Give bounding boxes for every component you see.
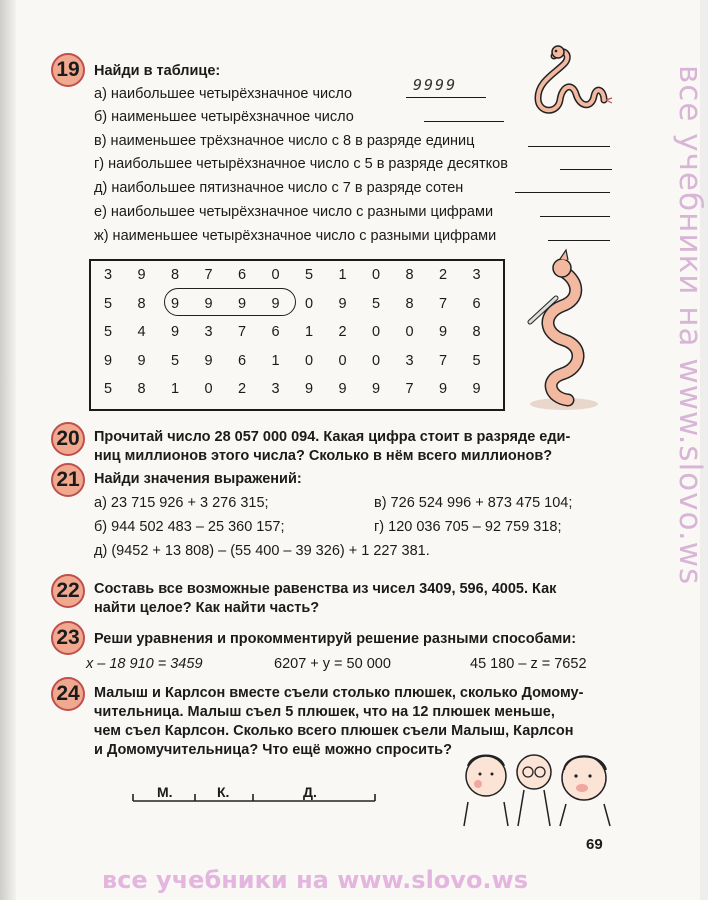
task-21-a: а) 23 715 926 + 3 276 315; (94, 495, 269, 511)
task-21-d: д) (9452 + 13 808) – (55 400 – 39 326) + 1 227 381. (94, 543, 430, 559)
task-21-b: б) 944 502 483 – 25 360 157; (94, 519, 285, 535)
table-cell: 2 (237, 381, 247, 397)
table-cell: 3 (271, 381, 280, 397)
task-21-badge: 21 (51, 463, 85, 497)
task-19-item-b: б) наименьшее четырёхзначное число (94, 109, 354, 125)
task-19-item-g: г) наибольшее четырёхзначное число с 5 в разряде десятков (94, 156, 508, 172)
table-cell: 9 (204, 352, 213, 369)
table-cell: 7 (237, 324, 247, 340)
task-22-line-2: найти целое? Как найти часть? (94, 600, 320, 616)
table-cell: 1 (271, 352, 280, 369)
table-cell: 9 (137, 352, 146, 369)
table-cell: 5 (103, 295, 113, 312)
task-24-line-4: и Домомучительница? Что ещё можно спросить? (94, 742, 452, 758)
table-cell: 3 (103, 267, 113, 283)
table-cell: 9 (103, 352, 113, 369)
task-23-title: Реши уравнения и прокомментируй решение разными способами: (94, 631, 577, 647)
table-cell: 5 (304, 267, 314, 283)
answer-line-e (540, 216, 610, 217)
table-cell: 0 (304, 295, 314, 312)
snake-illustration-icon (524, 42, 614, 118)
task-19-item-a: а) наибольшее четырёхзначное число (94, 86, 353, 102)
table-cell: 5 (170, 352, 180, 369)
table-cell: 0 (371, 352, 381, 369)
table-cell: 0 (304, 352, 314, 369)
task-19-item-v: в) наименьшее трёхзначное число с 8 в разряде единиц (94, 133, 475, 149)
tape-label-k: К. (217, 784, 230, 800)
equation-3: 45 180 – z = 7652 (470, 656, 587, 672)
table-cell: 9 (438, 324, 448, 340)
table-cell: 9 (271, 295, 280, 312)
table-cell: 7 (204, 267, 213, 283)
table-cell: 8 (405, 267, 414, 283)
table-cell: 7 (438, 352, 448, 369)
table-cell: 3 (405, 352, 414, 369)
equation-2: 6207 + y = 50 000 (274, 656, 391, 672)
task-21-g: г) 120 036 705 – 92 759 318; (374, 519, 562, 535)
table-cell: 9 (204, 295, 213, 312)
table-cell: 9 (472, 381, 481, 397)
table-cell: 8 (137, 381, 146, 397)
task-24-badge: 24 (51, 677, 85, 711)
table-cell: 3 (472, 267, 481, 283)
table-cell: 6 (237, 267, 247, 283)
table-cell: 0 (371, 324, 381, 340)
book-spine-shadow (0, 0, 16, 900)
table-cell: 0 (204, 381, 213, 397)
table-cell: 7 (405, 381, 414, 397)
tape-label-m: М. (157, 784, 173, 800)
table-cell: 9 (137, 267, 146, 283)
table-cell: 5 (103, 381, 113, 397)
task-20-line-2: ниц миллионов этого числа? Сколько в нём всего миллионов? (94, 448, 553, 464)
table-cell: 0 (338, 352, 347, 369)
task-20-badge: 20 (51, 422, 85, 456)
table-cell: 9 (237, 295, 247, 312)
table-cell: 9 (304, 381, 314, 397)
task-22-badge: 22 (51, 574, 85, 608)
answer-line-zh (548, 240, 610, 241)
table-cell: 3 (204, 324, 213, 340)
snake-charmer-illustration-icon (520, 252, 608, 416)
table-cell: 9 (338, 295, 347, 312)
task-24-line-2: чительница. Малыш съел 5 плюшек, что на 12 плюшек меньше, (94, 704, 555, 720)
answer-line-a (406, 97, 486, 98)
task-19-title: Найди в таблице: (94, 63, 221, 79)
answer-line-d (515, 192, 610, 193)
table-cell: 1 (170, 381, 180, 397)
table-cell: 9 (438, 381, 448, 397)
task-24-line-3: чем съел Карлсон. Сколько всего плюшек съели Малыш, Карлсон (94, 723, 574, 739)
table-cell: 9 (170, 324, 180, 340)
table-cell: 9 (371, 381, 381, 397)
task-19-badge: 19 (51, 53, 85, 87)
task-23-badge: 23 (51, 621, 85, 655)
table-cell: 6 (271, 324, 280, 340)
task-20-line-1: Прочитай число 28 057 000 094. Какая цифра стоит в разряде еди- (94, 429, 571, 445)
task-24-line-1: Малыш и Карлсон вместе съели столько плюшек, сколько Домому- (94, 685, 584, 701)
watermark-bottom: все учебники на www.slovo.ws (102, 866, 528, 894)
table-cell: 5 (103, 324, 113, 340)
table-cell: 2 (338, 324, 347, 340)
table-cell: 8 (472, 324, 481, 340)
tape-diagram (131, 781, 377, 803)
task-21-title: Найди значения выражений: (94, 471, 302, 487)
table-cell: 1 (338, 267, 347, 283)
answer-line-v (528, 146, 610, 147)
table-cell: 8 (170, 267, 180, 283)
table-cell: 5 (472, 352, 481, 369)
task-19-item-d: д) наибольшее пятизначное число с 7 в разряде сотен (94, 180, 464, 196)
table-cell: 2 (438, 267, 448, 283)
table-cell: 8 (405, 295, 414, 312)
table-cell: 1 (304, 324, 314, 340)
tape-label-d: Д. (303, 784, 317, 800)
table-cell: 0 (405, 324, 414, 340)
answer-line-b (424, 121, 504, 122)
characters-illustration-icon (456, 742, 616, 826)
page-number: 69 (586, 836, 603, 853)
table-cell: 8 (137, 295, 146, 312)
task-19-item-e: е) наибольшее четырёхзначное число с разными цифрами (94, 204, 494, 220)
table-cell: 7 (438, 295, 448, 312)
table-cell: 9 (170, 295, 180, 312)
table-cell: 0 (371, 267, 381, 283)
table-cell: 0 (271, 267, 280, 283)
task-19-item-zh: ж) наименьшее четырёхзначное число с разными цифрами (94, 228, 497, 244)
table-cell: 6 (472, 295, 481, 312)
handwritten-answer: 9999 (413, 76, 458, 94)
table-cell: 4 (137, 324, 146, 340)
watermark-vertical: все учебники на www.slovo.ws (672, 65, 708, 586)
table-cell: 9 (338, 381, 347, 397)
task-21-v: в) 726 524 996 + 873 475 104; (374, 495, 573, 511)
task-22-line-1: Составь все возможные равенства из чисел 3409, 596, 4005. Как (94, 581, 557, 597)
equation-1: x – 18 910 = 3459 (86, 656, 203, 672)
table-cell: 5 (371, 295, 381, 312)
table-cell: 6 (237, 352, 247, 369)
answer-line-g (560, 169, 612, 170)
